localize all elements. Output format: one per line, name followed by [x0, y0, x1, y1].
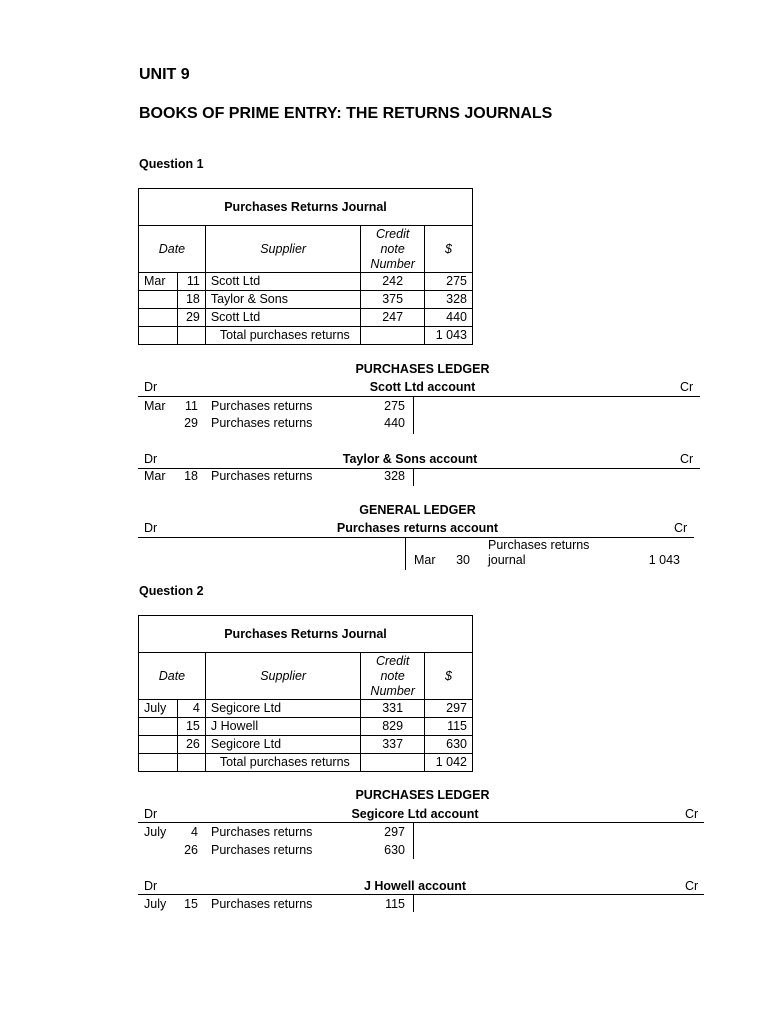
entry-detail: Purchases returns — [211, 399, 313, 413]
entry-month: July — [144, 897, 167, 911]
entry-detail: Purchases returns — [488, 538, 590, 552]
supplier-header: Supplier — [205, 653, 361, 700]
row-note: 242 — [361, 273, 424, 291]
total-amount: 1 043 — [424, 327, 472, 345]
journal-title: Purchases Returns Journal — [139, 616, 472, 653]
row-day: 18 — [178, 291, 206, 309]
row-supplier: Scott Ltd — [205, 273, 361, 291]
dr-label: Dr — [144, 452, 158, 466]
q1-purchases-returns-journal — [138, 188, 473, 345]
row-day: 4 — [178, 700, 206, 718]
date-header: Date — [139, 226, 205, 273]
entry-amount: 328 — [384, 469, 405, 483]
dr-label: Dr — [144, 380, 158, 394]
entry-day: 11 — [185, 399, 198, 413]
question-2-heading: Question 2 — [139, 584, 204, 598]
row-day: 11 — [178, 273, 206, 291]
row-amount: 328 — [424, 291, 472, 309]
howell-account-title: J Howell account — [363, 879, 467, 893]
entry-day: 30 — [456, 553, 470, 567]
account-rule — [138, 537, 694, 538]
account-rule — [138, 894, 704, 895]
segicore-account-title: Segicore Ltd account — [351, 807, 479, 821]
entry-month: Mar — [414, 553, 436, 567]
row-day: 29 — [178, 309, 206, 327]
date-header: Date — [139, 653, 205, 700]
table-row — [139, 700, 472, 718]
total-label: Total purchases returns — [205, 754, 361, 772]
entry-month: July — [144, 825, 167, 839]
account-divider — [413, 469, 414, 486]
unit-label: UNIT 9 — [139, 66, 190, 83]
cr-label: Cr — [680, 380, 694, 394]
row-supplier: Taylor & Sons — [205, 291, 361, 309]
account-divider — [413, 895, 414, 912]
entry-month: Mar — [144, 399, 166, 413]
account-rule — [138, 822, 704, 823]
row-note: 247 — [361, 309, 424, 327]
entry-detail: Purchases returns — [211, 469, 313, 483]
table-row — [139, 291, 472, 309]
entry-amount: 1 043 — [648, 553, 680, 567]
dr-label: Dr — [144, 521, 158, 535]
row-month — [139, 309, 178, 327]
row-amount: 630 — [424, 736, 472, 754]
purchases-returns-account-title: Purchases returns account — [336, 521, 499, 535]
entry-amount: 275 — [384, 399, 405, 413]
row-note: 375 — [361, 291, 424, 309]
row-month: Mar — [139, 273, 178, 291]
scott-account-title: Scott Ltd account — [369, 380, 476, 394]
entry-detail: Purchases returns — [211, 416, 313, 430]
entry-day: 18 — [184, 469, 198, 483]
purchases-ledger-heading: PURCHASES LEDGER — [355, 788, 490, 802]
general-ledger-heading: GENERAL LEDGER — [359, 503, 476, 517]
row-amount: 440 — [424, 309, 472, 327]
row-supplier: Scott Ltd — [205, 309, 361, 327]
total-label: Total purchases returns — [205, 327, 361, 345]
journal-title: Purchases Returns Journal — [139, 189, 472, 226]
entry-amount: 440 — [384, 416, 405, 430]
cr-label: Cr — [680, 452, 694, 466]
account-divider — [413, 397, 414, 434]
taylor-account-title: Taylor & Sons account — [342, 452, 478, 466]
dr-label: Dr — [144, 879, 158, 893]
entry-day: 26 — [184, 843, 198, 857]
entry-detail: Purchases returns — [211, 825, 313, 839]
account-divider — [405, 538, 406, 570]
row-month — [139, 736, 178, 754]
credit-note-header: Credit note Number — [361, 226, 424, 273]
amount-header: $ — [424, 226, 472, 273]
cr-label: Cr — [674, 521, 688, 535]
entry-month: Mar — [144, 469, 166, 483]
chapter-title: BOOKS OF PRIME ENTRY: THE RETURNS JOURNALS — [139, 105, 553, 122]
entry-detail: journal — [488, 553, 526, 567]
total-row — [139, 754, 472, 772]
row-amount: 115 — [424, 718, 472, 736]
row-amount: 297 — [424, 700, 472, 718]
row-day: 15 — [178, 718, 206, 736]
entry-amount: 630 — [384, 843, 405, 857]
purchases-ledger-heading: PURCHASES LEDGER — [355, 362, 490, 376]
entry-day: 4 — [191, 825, 198, 839]
entry-day: 29 — [184, 416, 198, 430]
table-row — [139, 736, 472, 754]
row-note: 829 — [361, 718, 424, 736]
cr-label: Cr — [685, 807, 699, 821]
table-row — [139, 309, 472, 327]
row-note: 331 — [361, 700, 424, 718]
table-row — [139, 718, 472, 736]
account-divider — [413, 823, 414, 859]
row-month — [139, 718, 178, 736]
q2-purchases-returns-journal — [138, 615, 473, 772]
total-amount: 1 042 — [424, 754, 472, 772]
entry-day: 15 — [184, 897, 198, 911]
row-month: July — [139, 700, 178, 718]
question-1-heading: Question 1 — [139, 157, 204, 171]
table-row — [139, 273, 472, 291]
account-rule — [138, 396, 700, 397]
amount-header: $ — [424, 653, 472, 700]
supplier-header: Supplier — [205, 226, 361, 273]
entry-detail: Purchases returns — [211, 843, 313, 857]
row-day: 26 — [178, 736, 206, 754]
credit-note-header: Credit note Number — [361, 653, 424, 700]
row-supplier: Segicore Ltd — [205, 736, 361, 754]
row-note: 337 — [361, 736, 424, 754]
cr-label: Cr — [685, 879, 699, 893]
total-row — [139, 327, 472, 345]
entry-detail: Purchases returns — [211, 897, 313, 911]
row-month — [139, 291, 178, 309]
row-supplier: Segicore Ltd — [205, 700, 361, 718]
entry-amount: 115 — [385, 897, 405, 911]
entry-amount: 297 — [384, 825, 405, 839]
row-supplier: J Howell — [205, 718, 361, 736]
dr-label: Dr — [144, 807, 158, 821]
row-amount: 275 — [424, 273, 472, 291]
